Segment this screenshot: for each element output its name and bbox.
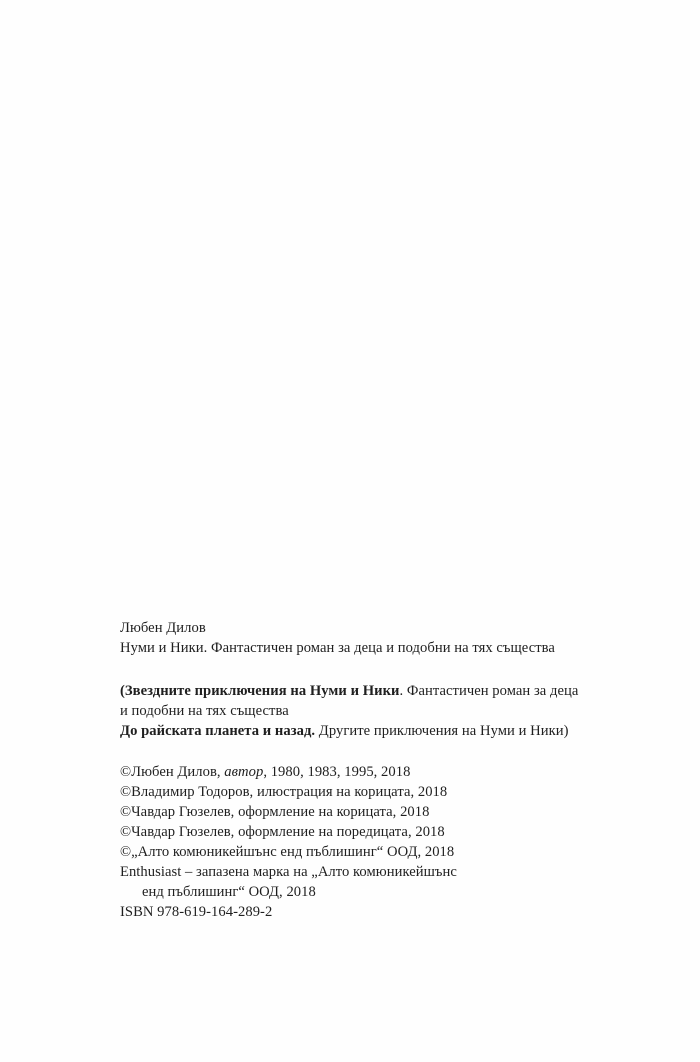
copyright-author-years: , 1980, 1983, 1995, 2018 bbox=[263, 764, 411, 780]
copyright-author-role: автор bbox=[224, 764, 264, 780]
copyright-illustration: ©Владимир Тодоров, илюстрация на корицата, 2018 bbox=[120, 784, 448, 800]
copyright-publisher: ©„Алто комюникейшънс енд пъблишинг“ ООД, 2018 bbox=[120, 844, 455, 860]
copyright-author bbox=[120, 762, 630, 782]
series-line-2: и подобни на тях същества bbox=[120, 703, 289, 719]
book-title: Нуми и Ники. Фантастичен роман за деца и подобни на тях същества bbox=[120, 640, 555, 656]
copyright-author-prefix: ©Любен Дилов, bbox=[120, 764, 225, 780]
trademark-line-2: енд пъблишинг“ ООД, 2018 bbox=[142, 884, 316, 900]
copyright-notices bbox=[120, 762, 630, 922]
copyright-cover-design: ©Чавдар Гюзелев, оформление на корицата, 2018 bbox=[120, 804, 430, 820]
trademark-line-1: Enthusiast – запазена марка на „Алто комюникейшънс bbox=[120, 864, 457, 880]
copyright-series-design: ©Чавдар Гюзелев, оформление на поредицата, 2018 bbox=[120, 824, 445, 840]
series-line-3 bbox=[120, 721, 630, 741]
series-open-paren: ( bbox=[120, 683, 125, 699]
isbn: ISBN 978-619-164-289-2 bbox=[120, 904, 273, 920]
series-line-1 bbox=[120, 681, 630, 701]
book-credits bbox=[120, 618, 630, 658]
series-title-2-rest: Другите приключения на Нуми и Ники) bbox=[315, 723, 569, 739]
series-title-1: Звездните приключения на Нуми и Ники bbox=[124, 683, 400, 699]
series-title-2: До райската планета и назад. bbox=[120, 723, 316, 739]
series-title-1-rest: . Фантастичен роман за деца bbox=[399, 683, 579, 699]
author-name: Любен Дилов bbox=[120, 620, 206, 636]
series-info bbox=[120, 681, 630, 741]
